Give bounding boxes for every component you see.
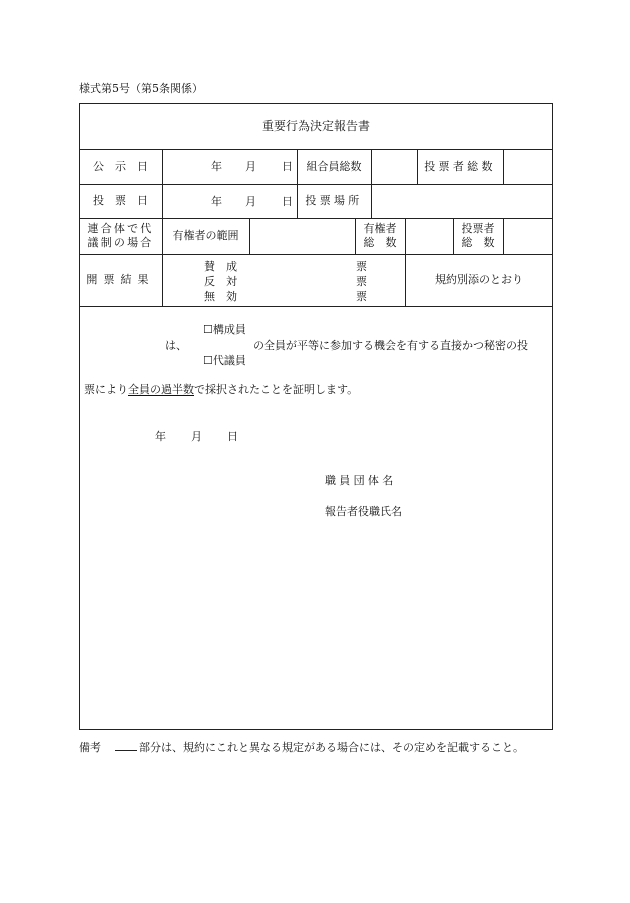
cert-month: 月 xyxy=(191,430,202,443)
against-label: 反 対 xyxy=(204,275,237,288)
votes-unit-against: 票 xyxy=(356,275,367,288)
per-bylaws-note: 規約別添のとおり xyxy=(435,273,523,287)
remarks-text: 部分は、規約にこれと異なる規定がある場合には、その定めを記載すること。 xyxy=(139,741,524,754)
eligible-scope-label: 有権者の範囲 xyxy=(172,229,239,243)
org-name-label: 職員団体名 xyxy=(325,474,397,487)
certification-sentence-part2 xyxy=(84,384,358,395)
remarks xyxy=(79,741,524,753)
rule xyxy=(503,149,504,184)
option-delegates: ☐代議員 xyxy=(203,354,246,367)
rule xyxy=(371,184,372,218)
vote-day: 日 xyxy=(282,195,293,208)
rule xyxy=(503,218,504,254)
blank-line-marker xyxy=(115,741,137,751)
federation-label xyxy=(79,218,162,254)
vote-month: 月 xyxy=(245,195,256,208)
rule xyxy=(405,218,406,254)
announce-year: 年 xyxy=(211,160,222,173)
document-title: 重要行為決定報告書 xyxy=(261,118,370,133)
voters-total-label-2 xyxy=(453,218,503,254)
members-total-label: 組合員総数 xyxy=(306,159,362,173)
invalid-label: 無 効 xyxy=(204,290,237,303)
rule xyxy=(162,254,163,306)
rule xyxy=(162,184,163,218)
eligible-total-label xyxy=(355,218,405,254)
sentence-part2-pre: 票により xyxy=(84,383,128,396)
federation-label-line1: 連合体で代 xyxy=(87,222,154,236)
majority-emphasis: 全員の過半数 xyxy=(128,383,194,396)
form-number-label: 様式第5号（第5条関係） xyxy=(79,82,203,95)
votes-unit-invalid: 票 xyxy=(356,290,367,303)
option-members: ☐構成員 xyxy=(203,323,246,336)
federation-label-line2: 議制の場合 xyxy=(87,236,154,249)
voters-total-line2: 総 数 xyxy=(461,236,495,249)
reporter-label: 報告者役職氏名 xyxy=(325,505,402,518)
cert-day: 日 xyxy=(227,430,238,443)
eligible-total-line2: 総 数 xyxy=(363,236,397,249)
voters-total-label: 投票者総数 xyxy=(424,159,496,173)
votes-unit-for: 票 xyxy=(356,260,367,273)
voters-total-line1: 投票者 xyxy=(461,222,495,236)
result-label: 開票結果 xyxy=(86,273,155,287)
for-label: 賛 成 xyxy=(204,260,237,273)
vote-place-label: 投票場所 xyxy=(305,194,363,208)
announce-day: 日 xyxy=(282,160,293,173)
sentence-part2-post: で採択されたことを証明します。 xyxy=(194,383,359,396)
vote-year: 年 xyxy=(211,195,222,208)
vote-date-label: 投 票 日 xyxy=(93,194,148,208)
rule xyxy=(249,218,250,254)
cert-year: 年 xyxy=(155,430,166,443)
rule xyxy=(371,149,372,184)
certification-sentence-part1: の全員が平等に参加する機会を有する直接かつ秘密の投 xyxy=(253,339,528,352)
announce-month: 月 xyxy=(245,160,256,173)
rule xyxy=(162,149,163,184)
rule xyxy=(79,306,553,307)
wa-particle: は、 xyxy=(165,339,187,352)
remarks-label: 備考 xyxy=(79,741,101,754)
eligible-total-line1: 有権者 xyxy=(363,222,397,236)
announce-date-label: 公 示 日 xyxy=(93,159,148,173)
